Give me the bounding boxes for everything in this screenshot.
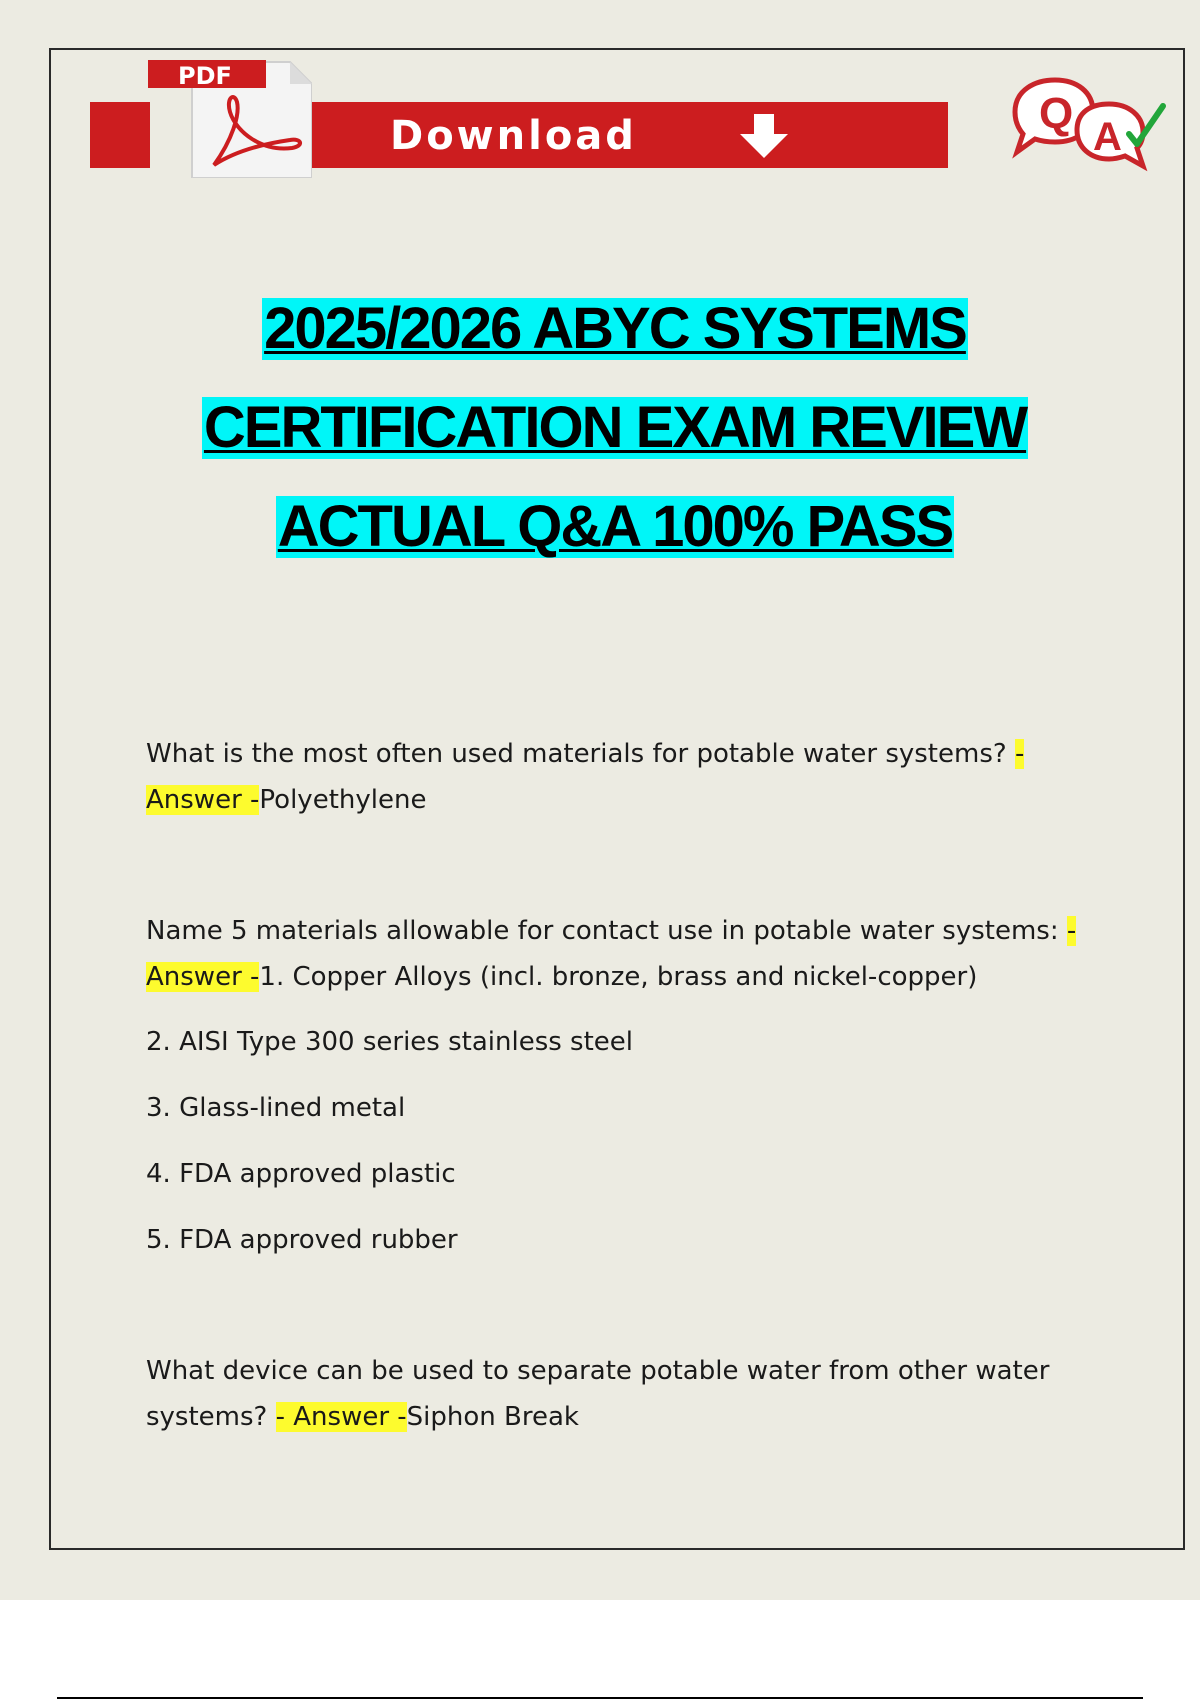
list-item: 3. Glass-lined metal xyxy=(146,1093,406,1123)
qa-logo-icon xyxy=(1005,72,1170,172)
bottom-divider xyxy=(57,1697,1143,1699)
qa-item xyxy=(146,908,1086,1000)
qa-item xyxy=(146,731,1086,823)
title-line-1: 2025/2026 ABYC SYSTEMS xyxy=(264,296,966,361)
pdf-label: PDF xyxy=(178,62,232,90)
answer-marker: - Answer - xyxy=(146,916,1077,992)
title-line-2: CERTIFICATION EXAM REVIEW xyxy=(203,395,1027,460)
answer-text: Siphon Break xyxy=(406,1402,579,1432)
svg-text:Q: Q xyxy=(1039,89,1074,138)
answer-text: 1. Copper Alloys (incl. bronze, brass and nickel-copper) xyxy=(259,962,978,992)
answer-marker: - Answer - xyxy=(275,1402,407,1432)
qa-item xyxy=(146,1348,1086,1440)
list-item: 5. FDA approved rubber xyxy=(146,1225,458,1255)
download-banner-button[interactable] xyxy=(90,60,860,180)
document-title xyxy=(120,298,1110,595)
answer-marker: - Answer - xyxy=(146,739,1025,815)
banner-left-bar xyxy=(90,102,150,168)
download-arrow-icon xyxy=(736,112,792,162)
list-item: 2. AISI Type 300 series stainless steel xyxy=(146,1027,634,1057)
list-item: 4. FDA approved plastic xyxy=(146,1159,456,1189)
svg-text:A: A xyxy=(1093,115,1122,159)
question-text: What device can be used to separate potable water from other water systems? xyxy=(146,1356,1050,1432)
download-label: Download xyxy=(390,113,637,159)
question-text: Name 5 materials allowable for contact use in potable water systems: xyxy=(146,916,1067,946)
title-line-3: ACTUAL Q&A 100% PASS xyxy=(277,494,953,559)
answer-text: Polyethylene xyxy=(259,785,427,815)
question-text: What is the most often used materials for potable water systems? xyxy=(146,739,1015,769)
pdf-file-icon xyxy=(142,60,312,178)
